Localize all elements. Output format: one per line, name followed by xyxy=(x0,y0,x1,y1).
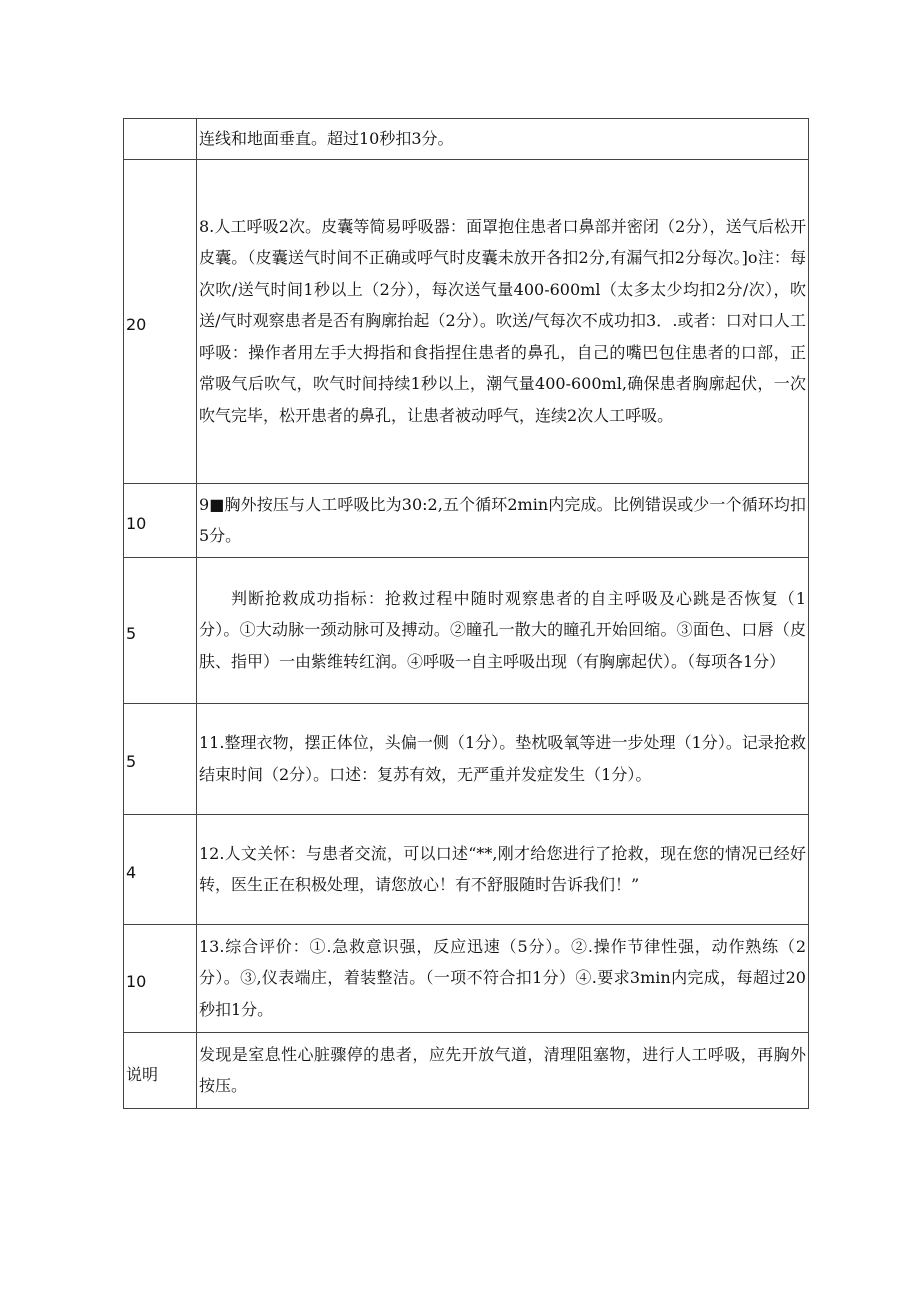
table-row xyxy=(124,1032,809,1108)
criteria-cell: 连线和地面垂直。超过10秒扣3分。 xyxy=(197,119,809,160)
note-cell: 发现是室息性心脏骤停的患者，应先开放气道，清理阻塞物，进行人工呼吸，再胸外按压。 xyxy=(197,1032,809,1108)
criteria-cell: 判断抢救成功指标：抢救过程中随时观察患者的自主呼吸及心跳是否恢复（1分）。①大动脉一颈动脉可及搏动。②瞳孔一散大的瞳孔开始回缩。③面色、口唇（皮肤、指甲）一由紫维转红润。④呼吸一自主呼吸出现（有胸廓起伏）。（每项各1分） xyxy=(197,557,809,703)
score-cell: 5 xyxy=(124,703,197,814)
table-row xyxy=(124,703,809,814)
table-row xyxy=(124,159,809,483)
score-cell: 4 xyxy=(124,814,197,924)
scoring-table xyxy=(123,118,809,1109)
criteria-cell: 11.整理衣物，摆正体位，头偏一侧（1分）。垫枕吸氧等进一步处理（1分）。记录抢救结束时间（2分）。口述：复苏有效，无严重并发症发生（1分）。 xyxy=(197,703,809,814)
criteria-cell: 13.综合评价：①.急救意识强，反应迅速（5分）。②.操作节律性强，动作熟练（2分）。③,仪表端庄，着装整洁。（一项不符合扣1分）④.要求3min内完成，每超过20秒扣1分。 xyxy=(197,924,809,1032)
score-cell: 10 xyxy=(124,483,197,557)
table-row xyxy=(124,557,809,703)
note-label-cell: 说明 xyxy=(124,1032,197,1108)
criteria-cell: 9■胸外按压与人工呼吸比为30:2,五个循环2min内完成。比例错误或少一个循环均扣5分。 xyxy=(197,483,809,557)
table-row xyxy=(124,483,809,557)
score-cell: 10 xyxy=(124,924,197,1032)
score-cell xyxy=(124,119,197,160)
table-row xyxy=(124,814,809,924)
table-row xyxy=(124,119,809,160)
criteria-cell: 8.人工呼吸2次。皮囊等简易呼吸器：面罩抱住患者口鼻部并密闭（2分），送气后松开皮囊。（皮囊送气时间不正确或呼气时皮囊未放开各扣2分,有漏气扣2分每次。]o注：每次吹/送气时间1秒以上（2分），每次送气量400-600ml（太多太少均扣2分/次），吹送/气时观察患者是否有胸廓抬起（2分）。吹送/气每次不成功扣3．.或者：口对口人工呼吸：操作者用左手大拇指和食指捏住患者的鼻孔，自己的嘴巴包住患者的口部，正常吸气后吹气，吹气时间持续1秒以上，潮气量400-600ml,确保患者胸廓起伏，一次吹气完毕，松开患者的鼻孔，让患者被动呼气，连续2次人工呼吸。 xyxy=(197,159,809,483)
score-cell: 20 xyxy=(124,159,197,483)
criteria-cell: 12.人文关怀：与患者交流，可以口述“**,刚才给您进行了抢救，现在您的情况已经好转，医生正在积极处理，请您放心！有不舒服随时告诉我们！” xyxy=(197,814,809,924)
table-row xyxy=(124,924,809,1032)
score-cell: 5 xyxy=(124,557,197,703)
